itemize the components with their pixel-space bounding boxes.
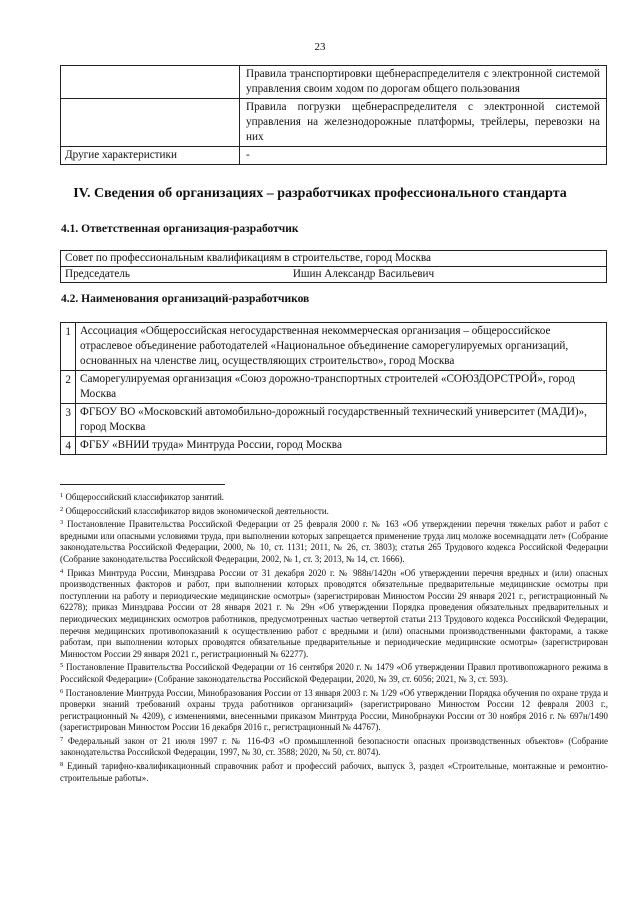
footnote-text: Общероссийский классификатор видов экономической деятельности. (65, 505, 329, 516)
characteristics-table (60, 65, 607, 165)
footnote (60, 504, 608, 518)
table-cell-value: Правила погрузки щебнераспределителя с электронной системой управления на железнодорожные платформы, трейлеры, перевозки на них (240, 99, 607, 147)
responsible-position: Председатель (65, 268, 131, 280)
footnote-text: Постановление Минтруда России, Минобразования России от 13 января 2003 г. № 1/29 «Об утверждении Порядка обучения по охране труда и проверки знаний требований охраны труда работников организаций» (зарегистрировано Минюстом России 12 февраля 2003 г., регистрационный № 4209), с изменениями, внесенными приказом Минтруда России, Минобрнауки России от 30 ноября 2016 г. № 697н/1490 (зарегистрирован Минюстом России 16 декабря 2016 г., регистрационный № 44767). (60, 687, 609, 733)
footnote (60, 490, 608, 504)
footnote-text: Приказ Минтруда России, Минздрава России от 31 декабря 2020 г. № 988н/1420н «Об утверждении перечня вредных и (или) опасных производственных факторов и работ, при выполнении которых проводятся обязательные предварительные медицинские осмотры при поступлении на работу и периодические медицинские осмотры» (зарегистрирован Минюстом России 29 января 2021 г., регистрационный № 62278); приказ Минздрава России от 28 января 2021 г. № 29н «Об утверждении Порядка проведения обязательных предварительных и периодических медицинских осмотров работников, предусмотренных частью четвертой статьи 213 Трудового кодекса Российской Федерации, перечня медицинских противопоказаний к осуществлению работ с вредными и (или) опасными производственными факторами, а также работам, при выполнении которых проводятся обязательные предварительные и периодические медицинские осмотры» (зарегистрирован Минюстом России 29 января 2021 г., регистрационный № 62277). (60, 567, 609, 659)
row-number: 4 (61, 437, 76, 455)
table-cell-label: Другие характеристики (61, 147, 240, 165)
footnote-text: Общероссийский классификатор занятий. (65, 492, 225, 502)
page-number: 23 (314, 41, 326, 53)
row-number: 3 (61, 404, 76, 437)
footnote (60, 566, 608, 661)
footnote (60, 517, 608, 565)
org-name: Ассоциация «Общероссийская негосударственная некоммерческая организация – общероссийское отраслевое объединение работодателей «Национальное объединение саморегулируемых организаций, основанных на членстве лиц, осуществляющих строительство», город Москва (76, 323, 607, 371)
responsible-org: Совет по профессиональным квалификациям в строительстве, город Москва (61, 251, 607, 267)
table-row (61, 251, 607, 267)
org-name: Саморегулируемая организация «Союз дорожно-транспортных строителей «СОЮЗДОРСТРОЙ», город Москва (76, 371, 607, 404)
org-name: ФГБОУ ВО «Московский автомобильно-дорожный государственный технический университет (МАДИ)», город Москва (76, 404, 607, 437)
table-cell-label (61, 66, 240, 99)
row-number: 2 (61, 371, 76, 404)
developers-heading: 4.2. Наименования организаций-разработчиков (61, 293, 310, 305)
footnote-text: Постановление Правительства Российской Федерации от 16 сентября 2020 г. № 1479 «Об утверждении Правил противопожарного режима в Российской Федерации» (Собрание законодательства Российской Федерации, 2020, № 39, ст. 6056; 2021, № 3, ст. 593). (60, 662, 609, 684)
footnote (60, 686, 608, 734)
responsible-heading: 4.1. Ответственная организация-разработчик (61, 223, 299, 235)
footnote-separator (60, 484, 225, 485)
table-row (61, 99, 607, 147)
footnote-marker: 6 (60, 687, 64, 695)
responsible-person: Ишин Александр Васильевич (292, 268, 435, 280)
footnote-text: Постановление Правительства Российской Федерации от 25 февраля 2000 г. № 163 «Об утверждении перечня тяжелых работ и работ с вредными или опасными условиями труда, при выполнении которых запрещается применение труда лиц моложе восемнадцати лет» (Собрание законодательства Российской Федерации, 2000, № 10, ст. 1131; 2011, № 26, ст. 3803); статья 265 Трудового кодекса Российской Федерации (Собрание законодательства Российской Федерации, 2002, № 1, ст. 3; 2013, № 14, ст. 1666). (60, 519, 608, 564)
table-row (61, 323, 607, 371)
table-row (61, 437, 607, 455)
responsible-person-cell (61, 267, 607, 283)
responsible-table (60, 250, 607, 283)
table-row (61, 66, 607, 99)
row-number: 1 (61, 323, 76, 371)
footnote-marker: 3 (60, 519, 64, 527)
footnote-marker: 1 (60, 492, 64, 499)
table-row (61, 404, 607, 437)
footnote-marker: 7 (60, 735, 64, 743)
section-title: IV. Сведения об организациях – разработчиках профессионального стандарта (73, 186, 567, 201)
table-row (61, 267, 607, 283)
footnotes (60, 490, 608, 784)
footnote-marker: 2 (60, 505, 64, 513)
footnote-marker: 8 (60, 761, 64, 769)
footnote (60, 660, 608, 685)
footnote (60, 734, 608, 759)
table-cell-value: Правила транспортировки щебнераспределителя с электронной системой управления своим ходом по дорогам общего пользования (240, 66, 607, 99)
table-cell-value: - (240, 147, 607, 165)
footnote-text: Единый тарифно-квалификационный справочник работ и профессий рабочих, выпуск 3, раздел «Строительные, монтажные и ремонтно-строительные работы». (60, 761, 609, 783)
footnote-marker: 4 (60, 567, 64, 575)
developers-table (60, 322, 607, 455)
table-row (61, 147, 607, 165)
table-row (61, 371, 607, 404)
footnote-text: Федеральный закон от 21 июля 1997 г. № 116-ФЗ «О промышленной безопасности опасных производственных объектов» (Собрание законодательства Российской Федерации, 1997, № 30, ст. 3588; 2020, № 50, ст. 8074). (60, 735, 608, 758)
footnote-marker: 5 (60, 662, 64, 670)
footnote (60, 759, 608, 784)
table-cell-label (61, 99, 240, 147)
org-name: ФГБУ «ВНИИ труда» Минтруда России, город Москва (76, 437, 607, 455)
